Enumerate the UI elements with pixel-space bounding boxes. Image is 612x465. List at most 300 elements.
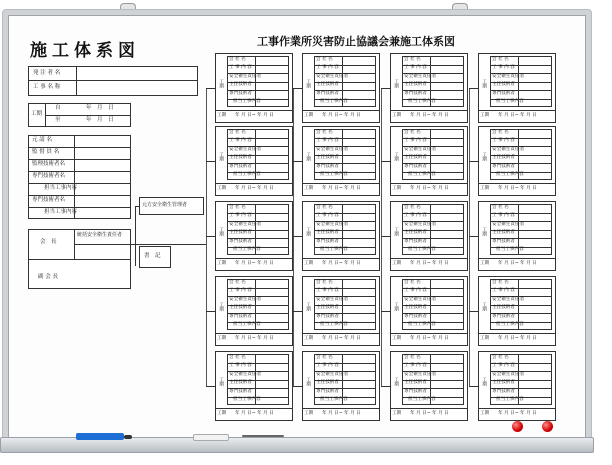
connector [206, 311, 215, 312]
divider [28, 183, 131, 184]
card-side-label: 工期 [393, 376, 399, 386]
card-row-label: 主任技術者 [229, 155, 252, 160]
card-side-label: 工期 [218, 376, 224, 386]
divider [478, 110, 556, 111]
divider [74, 244, 131, 245]
connector [206, 386, 215, 387]
card-row-label: 会 社 名 [404, 129, 421, 135]
card-row-label: 担当工事内容 [408, 322, 436, 327]
divider [215, 258, 293, 259]
red-magnet[interactable] [512, 421, 523, 432]
card-bottom-date: 年 月 日~ 年 月 日 [498, 186, 537, 191]
card-bottom-date: 年 月 日~ 年 月 日 [235, 411, 274, 416]
divider [215, 333, 293, 334]
card-row-label: 専門技術者 [229, 388, 252, 394]
card-row-label: 担当工事内容 [408, 99, 436, 104]
connector [381, 236, 382, 311]
card-row-label: 担当工事内容 [233, 397, 261, 402]
card-row-label: 安全衛生責任者 [229, 73, 262, 79]
chair-label: 会 長 [40, 239, 57, 245]
connector [469, 311, 478, 312]
card-row-label: 安全衛生責任者 [316, 73, 349, 79]
divider [28, 80, 198, 81]
card-row-label: 工 事 内 容 [229, 363, 252, 368]
connector [206, 236, 215, 237]
card-row-label: 安全衛生責任者 [492, 371, 525, 377]
period-from-date: 年 月 日 [86, 105, 114, 111]
connector [135, 206, 136, 266]
card-bottom-label: 工期 [480, 261, 490, 266]
staff-row-label: 専門技術者名 [32, 173, 66, 179]
card-row-label: 担当工事内容 [233, 322, 261, 327]
card-side-label: 工期 [218, 301, 224, 311]
staff-row-label: 監 督 員 名 [32, 149, 60, 155]
divider [45, 115, 131, 116]
card-row-label: 主任技術者 [316, 82, 339, 87]
card-row-label: 工 事 内 容 [316, 65, 339, 70]
card-bottom-label: 工期 [480, 113, 490, 118]
connector [381, 386, 390, 387]
chair-sub-label: 統括安全衛生責任者 [77, 232, 123, 238]
card-row-label: 会 社 名 [316, 56, 333, 62]
card-side-label: 工期 [393, 226, 399, 236]
card-row-label: 工 事 内 容 [316, 363, 339, 368]
card-bottom-label: 工期 [304, 186, 314, 191]
card-bottom-date: 年 月 日~ 年 月 日 [410, 411, 449, 416]
card-row-label: 会 社 名 [492, 354, 509, 360]
card-row-label: 専門技術者 [316, 90, 339, 96]
divider [28, 147, 131, 148]
divider [215, 408, 293, 409]
card-bottom-date: 年 月 日~ 年 月 日 [235, 113, 274, 118]
right-title: 工事作業所災害防止協議会兼施工体系図 [257, 35, 455, 48]
card-bottom-date: 年 月 日~ 年 月 日 [498, 261, 537, 266]
connector [469, 236, 470, 311]
card-row-label: 工 事 内 容 [404, 65, 427, 70]
card-side-label: 工期 [393, 151, 399, 161]
card-row-label: 専門技術者 [316, 238, 339, 244]
card-row-label: 工 事 内 容 [404, 288, 427, 293]
connector [381, 236, 390, 237]
card-side-label: 工期 [481, 301, 487, 311]
project-name-label: 工 事 名 称 [33, 84, 61, 90]
card-row-label: 会 社 名 [229, 129, 246, 135]
card-row-label: 担当工事内容 [408, 247, 436, 252]
connector [469, 386, 478, 387]
card-row-label: 工 事 内 容 [229, 138, 252, 143]
card-row-label: 会 社 名 [229, 354, 246, 360]
card-bottom-date: 年 月 日~ 年 月 日 [410, 186, 449, 191]
card-bottom-label: 工期 [392, 186, 402, 191]
divider [215, 183, 293, 184]
divider [255, 56, 256, 107]
connector [205, 244, 206, 245]
divider [478, 258, 556, 259]
card-side-label: 工期 [218, 78, 224, 88]
client-name-label: 発 注 者 名 [33, 70, 61, 76]
card-row-label: 工 事 内 容 [492, 213, 515, 218]
card-row-label: 工 事 内 容 [316, 138, 339, 143]
divider [215, 110, 293, 111]
card-row-label: 担当工事内容 [496, 397, 524, 402]
card-side-label: 工期 [481, 376, 487, 386]
staff-row-label: 監理技術者名 [32, 161, 66, 167]
card-row-label: 担当工事内容 [496, 247, 524, 252]
connector [469, 311, 470, 386]
card-row-label: 専門技術者 [492, 388, 515, 394]
card-row-label: 主任技術者 [229, 230, 252, 235]
divider [28, 171, 131, 172]
card-row-label: 安全衛生責任者 [404, 146, 437, 152]
card-row-label: 安全衛生責任者 [229, 221, 262, 227]
connector [469, 88, 478, 89]
card-row-label: 主任技術者 [492, 230, 515, 235]
card-bottom-label: 工期 [392, 261, 402, 266]
card-row-label: 担当工事内容 [233, 247, 261, 252]
connector [206, 161, 207, 236]
period-to-label: 至 [55, 117, 61, 123]
card-row-label: 主任技術者 [404, 230, 427, 235]
card-row-label: 専門技術者 [492, 163, 515, 169]
card-row-label: 工 事 内 容 [492, 65, 515, 70]
card-row-label: 安全衛生責任者 [229, 371, 262, 377]
card-row-label: 担当工事内容 [496, 322, 524, 327]
connector [469, 88, 470, 161]
divider [255, 279, 256, 330]
card-row-label: 専門技術者 [404, 163, 427, 169]
card-row-label: 専門技術者 [229, 238, 252, 244]
card-row-label: 主任技術者 [492, 82, 515, 87]
card-row-label: 専門技術者 [492, 90, 515, 96]
connector [206, 88, 207, 161]
card-row-label: 会 社 名 [229, 56, 246, 62]
connector [381, 311, 382, 386]
black-marker[interactable] [124, 435, 132, 439]
card-row-label: 会 社 名 [492, 204, 509, 210]
vice-chair-label: 副 会 長 [38, 274, 58, 280]
eraser[interactable] [193, 434, 229, 441]
card-bottom-label: 工期 [480, 411, 490, 416]
card-row-label: 安全衛生責任者 [404, 73, 437, 79]
connector [381, 161, 390, 162]
card-row-label: 工 事 内 容 [492, 363, 515, 368]
card-row-label: 担当工事内容 [496, 99, 524, 104]
connector [293, 161, 294, 236]
card-bottom-date: 年 月 日~ 年 月 日 [498, 411, 537, 416]
card-bottom-label: 工期 [304, 113, 314, 118]
connector [131, 244, 205, 245]
card-row-label: 安全衛生責任者 [316, 146, 349, 152]
card-row-label: 安全衛生責任者 [492, 296, 525, 302]
divider [342, 354, 343, 405]
pen[interactable] [242, 435, 284, 437]
card-row-label: 会 社 名 [404, 354, 421, 360]
card-bottom-label: 工期 [392, 336, 402, 341]
card-side-label: 工期 [481, 78, 487, 88]
card-bottom-label: 工期 [217, 411, 227, 416]
divider [255, 354, 256, 405]
card-row-label: 主任技術者 [316, 380, 339, 385]
left-title: 施工体系図 [30, 41, 140, 61]
card-row-label: 専門技術者 [404, 313, 427, 319]
card-bottom-label: 工期 [392, 113, 402, 118]
card-row-label: 担当工事内容 [408, 397, 436, 402]
divider [302, 110, 380, 111]
divider [518, 129, 519, 180]
card-row-label: 専門技術者 [316, 313, 339, 319]
card-row-label: 専門技術者 [492, 313, 515, 319]
card-row-label: 主任技術者 [229, 82, 252, 87]
card-row-label: 主任技術者 [492, 155, 515, 160]
connector [469, 161, 470, 236]
divider [302, 258, 380, 259]
card-row-label: 工 事 内 容 [229, 288, 252, 293]
card-bottom-date: 年 月 日~ 年 月 日 [322, 186, 361, 191]
divider [430, 279, 431, 330]
card-bottom-date: 年 月 日~ 年 月 日 [498, 113, 537, 118]
card-row-label: 安全衛生責任者 [316, 371, 349, 377]
card-bottom-date: 年 月 日~ 年 月 日 [410, 261, 449, 266]
card-row-label: 安全衛生責任者 [316, 296, 349, 302]
divider [342, 279, 343, 330]
divider [430, 129, 431, 180]
card-row-label: 主任技術者 [404, 82, 427, 87]
divider [478, 333, 556, 334]
card-bottom-date: 年 月 日~ 年 月 日 [322, 336, 361, 341]
card-row-label: 担当工事内容 [320, 172, 348, 177]
divider [28, 207, 131, 208]
connector [293, 236, 302, 237]
card-row-label: 会 社 名 [316, 129, 333, 135]
card-row-label: 会 社 名 [316, 279, 333, 285]
divider [390, 258, 468, 259]
connector [293, 311, 294, 386]
divider [45, 103, 46, 127]
connector [135, 206, 139, 207]
card-bottom-label: 工期 [304, 261, 314, 266]
connector [293, 311, 302, 312]
card-row-label: 主任技術者 [404, 305, 427, 310]
card-row-label: 専門技術者 [229, 163, 252, 169]
card-row-label: 主任技術者 [404, 380, 427, 385]
card-side-label: 工期 [481, 151, 487, 161]
card-row-label: 工 事 内 容 [404, 138, 427, 143]
divider [74, 135, 75, 219]
card-row-label: 主任技術者 [492, 380, 515, 385]
divider [478, 183, 556, 184]
divider [518, 354, 519, 405]
card-bottom-label: 工期 [304, 411, 314, 416]
staff-row-label: 専門技術者名 [32, 197, 66, 203]
card-bottom-date: 年 月 日~ 年 月 日 [410, 113, 449, 118]
staff-row-label: 元 請 名 [32, 137, 52, 143]
card-side-label: 工期 [305, 78, 311, 88]
period-label: 工期 [31, 111, 43, 117]
card-bottom-date: 年 月 日~ 年 月 日 [322, 411, 361, 416]
card-row-label: 安全衛生責任者 [404, 371, 437, 377]
card-row-label: 工 事 内 容 [316, 213, 339, 218]
connector [293, 386, 302, 387]
connector [469, 236, 478, 237]
card-bottom-label: 工期 [480, 336, 490, 341]
card-row-label: 会 社 名 [404, 56, 421, 62]
card-row-label: 会 社 名 [492, 129, 509, 135]
card-side-label: 工期 [218, 151, 224, 161]
card-row-label: 会 社 名 [229, 204, 246, 210]
card-bottom-label: 工期 [217, 113, 227, 118]
period-to-date: 年 月 日 [86, 117, 114, 123]
connector [381, 161, 382, 236]
divider [302, 183, 380, 184]
divider [342, 129, 343, 180]
card-row-label: 担当工事内容 [408, 172, 436, 177]
card-row-label: 会 社 名 [316, 204, 333, 210]
card-bottom-date: 年 月 日~ 年 月 日 [322, 113, 361, 118]
card-row-label: 専門技術者 [229, 90, 252, 96]
connector [469, 161, 478, 162]
divider [518, 204, 519, 255]
card-side-label: 工期 [305, 301, 311, 311]
card-row-label: 安全衛生責任者 [492, 221, 525, 227]
divider [390, 183, 468, 184]
card-side-label: 工期 [218, 226, 224, 236]
card-row-label: 主任技術者 [229, 305, 252, 310]
card-bottom-label: 工期 [217, 261, 227, 266]
card-bottom-date: 年 月 日~ 年 月 日 [235, 186, 274, 191]
card-row-label: 工 事 内 容 [404, 213, 427, 218]
connector [381, 311, 390, 312]
staff-row-label: 担当工事内容 [44, 185, 78, 191]
card-row-label: 工 事 内 容 [229, 65, 252, 70]
connector [293, 236, 294, 311]
card-row-label: 担当工事内容 [496, 172, 524, 177]
card-row-label: 工 事 内 容 [492, 138, 515, 143]
card-row-label: 安全衛生責任者 [404, 221, 437, 227]
card-row-label: 会 社 名 [492, 279, 509, 285]
connector [206, 161, 215, 162]
connector [206, 236, 207, 311]
card-row-label: 主任技術者 [316, 305, 339, 310]
card-bottom-label: 工期 [217, 186, 227, 191]
card-row-label: 工 事 内 容 [404, 363, 427, 368]
connector [293, 161, 302, 162]
connector [293, 88, 294, 161]
safety-admin-label: 元方安全衛生管理者 [142, 202, 188, 208]
connector [381, 88, 390, 89]
card-bottom-label: 工期 [217, 336, 227, 341]
card-row-label: 担当工事内容 [233, 99, 261, 104]
card-row-label: 安全衛生責任者 [316, 221, 349, 227]
divider [302, 333, 380, 334]
card-bottom-label: 工期 [480, 186, 490, 191]
divider [390, 110, 468, 111]
card-row-label: 担当工事内容 [233, 172, 261, 177]
card-row-label: 担当工事内容 [320, 322, 348, 327]
divider [390, 408, 468, 409]
card-side-label: 工期 [305, 376, 311, 386]
card-bottom-date: 年 月 日~ 年 月 日 [235, 261, 274, 266]
connector [293, 88, 302, 89]
card-row-label: 主任技術者 [316, 155, 339, 160]
card-bottom-date: 年 月 日~ 年 月 日 [322, 261, 361, 266]
divider [28, 159, 131, 160]
card-row-label: 工 事 内 容 [316, 288, 339, 293]
card-row-label: 会 社 名 [229, 279, 246, 285]
card-row-label: 工 事 内 容 [229, 213, 252, 218]
divider [342, 56, 343, 107]
divider [518, 56, 519, 107]
divider [255, 129, 256, 180]
card-row-label: 専門技術者 [316, 163, 339, 169]
card-bottom-label: 工期 [304, 336, 314, 341]
divider [302, 408, 380, 409]
card-row-label: 工 事 内 容 [492, 288, 515, 293]
card-bottom-date: 年 月 日~ 年 月 日 [235, 336, 274, 341]
card-row-label: 主任技術者 [492, 305, 515, 310]
card-side-label: 工期 [305, 151, 311, 161]
card-row-label: 会 社 名 [404, 204, 421, 210]
card-row-label: 安全衛生責任者 [404, 296, 437, 302]
card-row-label: 担当工事内容 [320, 247, 348, 252]
divider [518, 279, 519, 330]
card-side-label: 工期 [305, 226, 311, 236]
card-row-label: 担当工事内容 [320, 99, 348, 104]
divider [76, 66, 77, 96]
card-row-label: 安全衛生責任者 [229, 146, 262, 152]
divider [430, 354, 431, 405]
period-from-label: 自 [55, 105, 61, 111]
connector [381, 88, 382, 161]
card-row-label: 専門技術者 [404, 388, 427, 394]
connector [206, 311, 207, 386]
blue-marker[interactable] [76, 433, 124, 440]
card-row-label: 専門技術者 [404, 90, 427, 96]
card-side-label: 工期 [481, 226, 487, 236]
card-row-label: 会 社 名 [316, 354, 333, 360]
card-row-label: 専門技術者 [404, 238, 427, 244]
card-side-label: 工期 [393, 301, 399, 311]
divider [342, 204, 343, 255]
card-bottom-date: 年 月 日~ 年 月 日 [498, 336, 537, 341]
card-row-label: 安全衛生責任者 [492, 73, 525, 79]
card-row-label: 安全衛生責任者 [229, 296, 262, 302]
card-row-label: 会 社 名 [404, 279, 421, 285]
connector [206, 88, 215, 89]
card-row-label: 主任技術者 [316, 230, 339, 235]
secretary-label: 書 記 [144, 253, 161, 259]
divider [390, 333, 468, 334]
card-row-label: 専門技術者 [492, 238, 515, 244]
divider [28, 259, 131, 260]
card-side-label: 工期 [393, 78, 399, 88]
card-bottom-label: 工期 [392, 411, 402, 416]
divider [28, 195, 131, 196]
card-row-label: 主任技術者 [404, 155, 427, 160]
divider [478, 408, 556, 409]
red-magnet[interactable] [542, 421, 553, 432]
card-row-label: 専門技術者 [316, 388, 339, 394]
divider [255, 204, 256, 255]
divider [430, 204, 431, 255]
card-bottom-date: 年 月 日~ 年 月 日 [410, 336, 449, 341]
staff-row-label: 担当工事内容 [44, 209, 78, 215]
card-row-label: 担当工事内容 [320, 397, 348, 402]
card-row-label: 安全衛生責任者 [492, 146, 525, 152]
card-row-label: 専門技術者 [229, 313, 252, 319]
card-row-label: 主任技術者 [229, 380, 252, 385]
card-row-label: 会 社 名 [492, 56, 509, 62]
divider [430, 56, 431, 107]
